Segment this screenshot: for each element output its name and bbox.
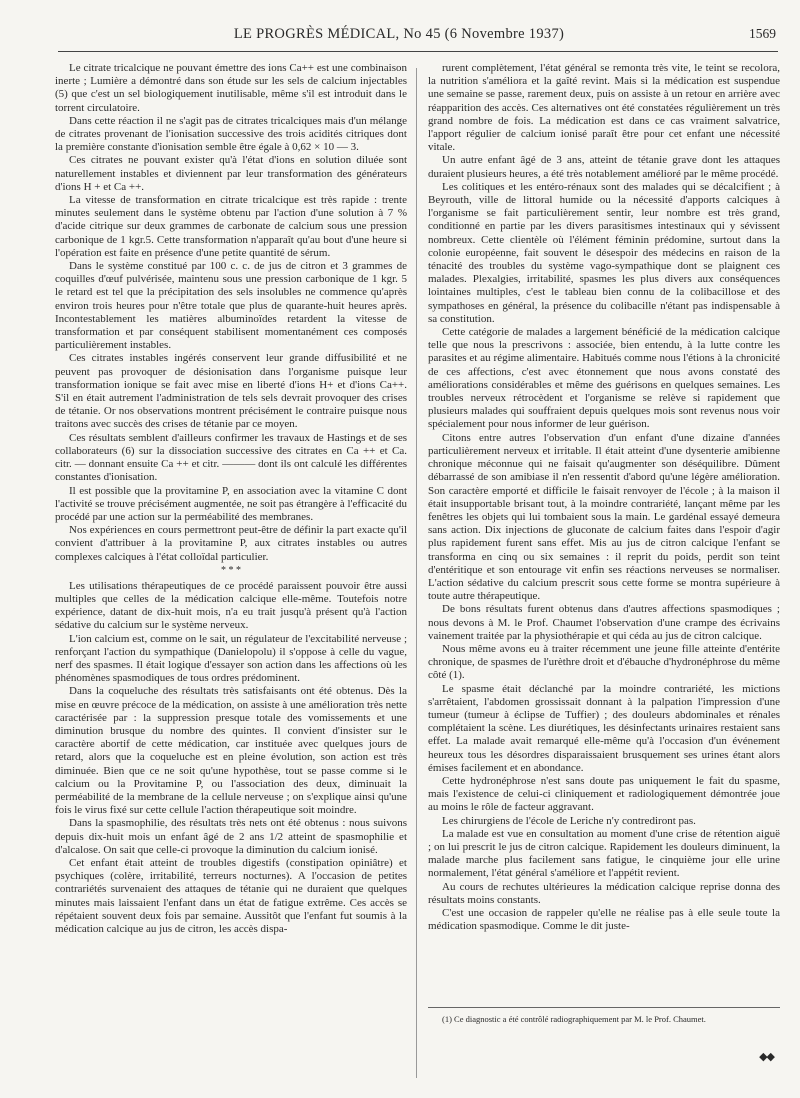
paragraph: Un autre enfant âgé de 3 ans, atteint de tétanie grave dont les attaques duraient plusieurs heures, a été très notablement amélioré par le même procédé. <box>428 154 780 180</box>
paragraph: La vitesse de transformation en citrate tricalcique est très rapide : trente minutes seulement dans le système obtenu par l'action d'une solution à 7 % d'acide citrique sur deux grammes de carbonate de calcium sous une pression carbonique de 1 kgr.5. Cette transformation n'apparaît qu'au bout d'une heure si l'opération est faite en présence d'une petite quantité de sérum. <box>55 194 407 259</box>
paragraph: Le citrate tricalcique ne pouvant émettre des ions Ca++ est une combinaison inerte ; Lumière a démontré dans son étude sur les sels de calcium injectables (5) que c'est un sel biologiquement inutilisable, même s'il est introduit dans le torrent circulatoire. <box>55 62 407 114</box>
paragraph: Ces citrates ne pouvant exister qu'à l'état d'ions en solution diluée sont naturellement instables et diviennent par leur transformation des générateurs d'ions H + et Ca ++. <box>55 154 407 193</box>
left-column <box>55 62 407 1092</box>
paragraph: Au cours de rechutes ultérieures la médication calcique reprise donna des résultats moins constants. <box>428 880 780 906</box>
paragraph: C'est une occasion de rappeler qu'elle ne réalise pas à elle seule toute la médication spasmodique. Comme le dit juste- <box>428 907 780 933</box>
paragraph: La malade est vue en consultation au moment d'une crise de rétention aiguë ; on lui prescrit le jus de citron calcique. Rapidement les douleurs diminuent, la malade marche plus facilement sans fatigue, le cinquième jour elle urine normalement, l'état général s'améliore et l'appétit revient. <box>428 827 780 880</box>
right-column <box>428 62 780 992</box>
header-rule <box>58 51 778 52</box>
paragraph: Ces résultats semblent d'ailleurs confirmer les travaux de Hastings et de ses collaborateurs (6) sur la dissociation successive des citrates en Ca ++ et Ca. citr. — donnant ensuite Ca ++ et citr. ——— dont ils ont calculé les différentes constantes d'ionisation. <box>55 431 407 484</box>
paragraph: Cette catégorie de malades a largement bénéficié de la médication calcique telle que nous la prescrivons : associée, bien entendu, à la lutte contre les parasites et au régime alimentaire. Habitués comme nous l'étions à la chronicité de ces affections, c'est avec étonnement que nous avons constaté des améliorations considérables et même des guérisons en quelques semaines. Les troubles nerveux rétrocèdent et l'organisme se relève si rapidement que plusieurs malades qui souffraient depuis quelques mois sont revenus nous voir spécialement pour nous informer de leur guérison. <box>428 326 780 431</box>
page-header <box>20 26 778 50</box>
paragraph: De bons résultats furent obtenus dans d'autres affections spasmodiques ; nous devons à M. le Prof. Chaumet l'observation d'une crampe des écrivains vainement traitée par la physiothérapie et qui céda au jus de citron calcique. <box>428 603 780 642</box>
footnote-rule <box>428 1007 780 1008</box>
section-separator: * * * <box>221 564 241 576</box>
paragraph: Dans cette réaction il ne s'agit pas de citrates tricalciques mais d'un mélange de citrates provenant de l'ionisation successive des trois acidités citriques dont la première constante d'ionisation semble être égale à 0,62 × 10 — 3. <box>55 114 407 154</box>
page-number: 1569 <box>749 26 776 41</box>
paragraph: Citons entre autres l'observation d'un enfant d'une dizaine d'années particulièrement nerveux et irritable. Il était atteint d'une dysenterie amibienne chronique méconnue qui ne faisait qu'augmenter son déséquilibre. Dûment débarrassé de son amibiase il n'en ressentit d'abord qu'une légère amélioration. Son caractère emporté et difficile le faisait renvoyer de l'école ; à la maison il était insupportable brisant tout, à la moindre contrariété, lançant même par les fenêtres les objets qui lui tombaient sous la main. Le gardénal essayé demeura sans action. Dix injections de gluconate de calcium faites dans l'espoir d'agir plus rapidement furent sans effet. Mis au jus de citron calcique l'enfant se transforma en cinq ou six semaines : il reprit du poids, perdit son teint d'entéritique et son entourage vit enfin ses réactions nerveuses se normaliser. L'action sédative du calcium prescrit sous cette forme se montra supérieure à toute autre thérapeutique. <box>428 431 780 603</box>
paragraph: Les chirurgiens de l'école de Leriche n'y contrediront pas. <box>442 814 696 827</box>
paragraph: Le spasme était déclanché par la moindre contrariété, les mictions s'arrêtaient, l'abdomen grossissait donnant à la palpation l'impression d'une tumeur (tumeur à éclipse de Tuffier) ; des douleurs abdominales et rénales complétaient la scène. Les diurétiques, les désinfectants urinaires restaient sans effet. La malade avait remarqué elle-même qu'à l'occasion d'un événement heureux tous les désordres disparaissaient brusquement ses urines étant alors émises facilement et en abondance. <box>428 682 780 774</box>
paragraph: Nos expériences en cours permettront peut-être de définir la part exacte qu'il convient d'attribuer à la provitamine P, aux citrates instables ou autres complexes calciques à l'état colloïdal particulier. <box>55 524 407 563</box>
paragraph: Dans le système constitué par 100 c. c. de jus de citron et 3 grammes de coquilles d'œuf pulvérisée, maintenu sous une pression carbonique de 1 kgr. 5 le retard est tel que la précipitation des sels insolubles ne commence qu'après environ trois heures pour n'être totale que plus de quarante-huit heures après. Incontestablement les matières albuminoïdes retardent la vitesse de transformation et par conséquent stabilisent momentanément ces composés particulièrement instables. <box>55 260 407 352</box>
footnote: (1) Ce diagnostic a été contrôlé radiographiquement par M. le Prof. Chaumet. <box>442 1014 706 1024</box>
paragraph: Les utilisations thérapeutiques de ce procédé paraissent pouvoir être aussi multiples que celles de la médication calcique elle-même. Toutefois notre expérience, datant de dix-huit mois, n'a eu trait jusqu'à présent qu'à l'action sédative du calcium sur le système nerveux. <box>55 579 407 632</box>
paragraph: Dans la spasmophilie, des résultats très nets ont été obtenus : nous suivons depuis dix-huit mois un enfant âgé de 2 ans 1/2 atteint de spasmophilie et d'alcalose. On sait que celle-ci provoque la diminution du calcium ionisé. <box>55 817 407 856</box>
end-ornament: ◆◆ <box>759 1051 774 1063</box>
paragraph: Les colitiques et les entéro-rénaux sont des malades qui se décalcifient ; à Beyrouth, ville de littoral humide ou la nécessité d'apports calciques à l'organisme se fait particulièrement sentir, leur nombre est très grand, conditionné en partie par les divers parasitismes intestinaux qui y sévissent nombreux. Cette clientèle où l'élément féminin prédomine, surtout dans la colonie européenne, fait souvent le désespoir des médecins en raison de la ténacité des troubles du système vago-sympathique dont se plaignent ces malades. Plexalgies, irritabilité, spasmes les plus divers aux conséquences lointaines multiples, c'est le tableau bien connu de la colibacillose et des sympathoses en général, la présence du colibacille n'étant pas indispensable à sa constitution. <box>428 180 780 325</box>
paragraph: L'ion calcium est, comme on le sait, un régulateur de l'excitabilité nerveuse ; renforçant l'action du sympathique (Danielopolu) il s'oppose à celle du vague, nerf des spasmes. Il était logique d'essayer son action dans les affections où les phénomènes spasmodiques de tous ordres prédominent. <box>55 632 407 685</box>
paragraph: Il est possible que la provitamine P, en association avec la vitamine C dont l'activité se trouve précisément augmentée, ne soit pas étrangère à l'efficacité du procédé par une action sur la perméabilité des membranes. <box>55 484 407 523</box>
paragraph: Dans la coqueluche des résultats très satisfaisants ont été obtenus. Dès la mise en œuvre précoce de la médication, on assiste à une amélioration très nette caractérisée par : la suppression presque totale des vomissements et une diminution brusque du nombre des quintes. Il convient d'insister sur le caractère abortif de cette médication, car instituée avec quelques jours de retard, alors que la coqueluche est en pleine évolution, son action est très diminuée. Bien que ce ne soit qu'une hypothèse, tout se passe comme si le calcium ou la Provitamine P, ou l'association des deux, diminuait la perméabilité de la membrane de la cellule nerveuse ; on s'explique ainsi qu'une fois le virus fixé sur cette cellule l'action thérapeutique soit moindre. <box>55 685 407 817</box>
paragraph: rurent complètement, l'état général se remonta très vite, le teint se recolora, la nutrition s'améliora et la gaîté revint. Mais si la médication est suspendue une semaine se passe, rarement deux, puis on assiste à un retour en arrière avec réapparition des accès. Ces alternatives ont été constatées régulièrement un très grand nombre de fois. La médication est dans ce cas vraiment salvatrice, l'apport régulier de calcium ionisé paraît être pour cet enfant une nécessité vitale. <box>428 62 780 154</box>
paragraph: Cette hydronéphrose n'est sans doute pas uniquement le fait du spasme, mais l'existence de celui-ci cliniquement et radiologiquement démontrée joue au moins le rôle de facteur aggravant. <box>428 774 780 814</box>
paragraph: Nous même avons eu à traiter récemment une jeune fille atteinte d'entérite chronique, de spasmes de l'urèthre droit et d'ébauche d'hydronéphrose du même côté (1). <box>428 642 780 682</box>
column-divider <box>416 68 417 1078</box>
paragraph: Cet enfant était atteint de troubles digestifs (constipation opiniâtre) et psychiques (colère, irritabilité, terreurs nocturnes). A l'occasion de petites contrariétés survenaient des attaques de tétanie qui ne duraient que quelques minutes mais laissaient l'enfant dans un état de fatigue extrême. Ces accès se répétaient souvent deux fois par semaine. Aussitôt que l'enfant fut soumis à la médication calcique au jus de citron, les accès dispa- <box>55 856 407 935</box>
paragraph: Ces citrates instables ingérés conservent leur grande diffusibilité et ne peuvent pas provoquer de désionisation dans l'organisme puisque leur transformation ionique se fait avec mise en liberté d'ions H+ et d'ions Ca++. S'il en était autrement l'administration de tels sels devrait provoquer des crises de tétanie. Or nos observations montrent précisément le contraire puisque nous traitons avec succès des crises de tétanie par ce moyen. <box>55 352 407 431</box>
running-title: LE PROGRÈS MÉDICAL, No 45 (6 Novembre 1937) <box>233 26 565 42</box>
